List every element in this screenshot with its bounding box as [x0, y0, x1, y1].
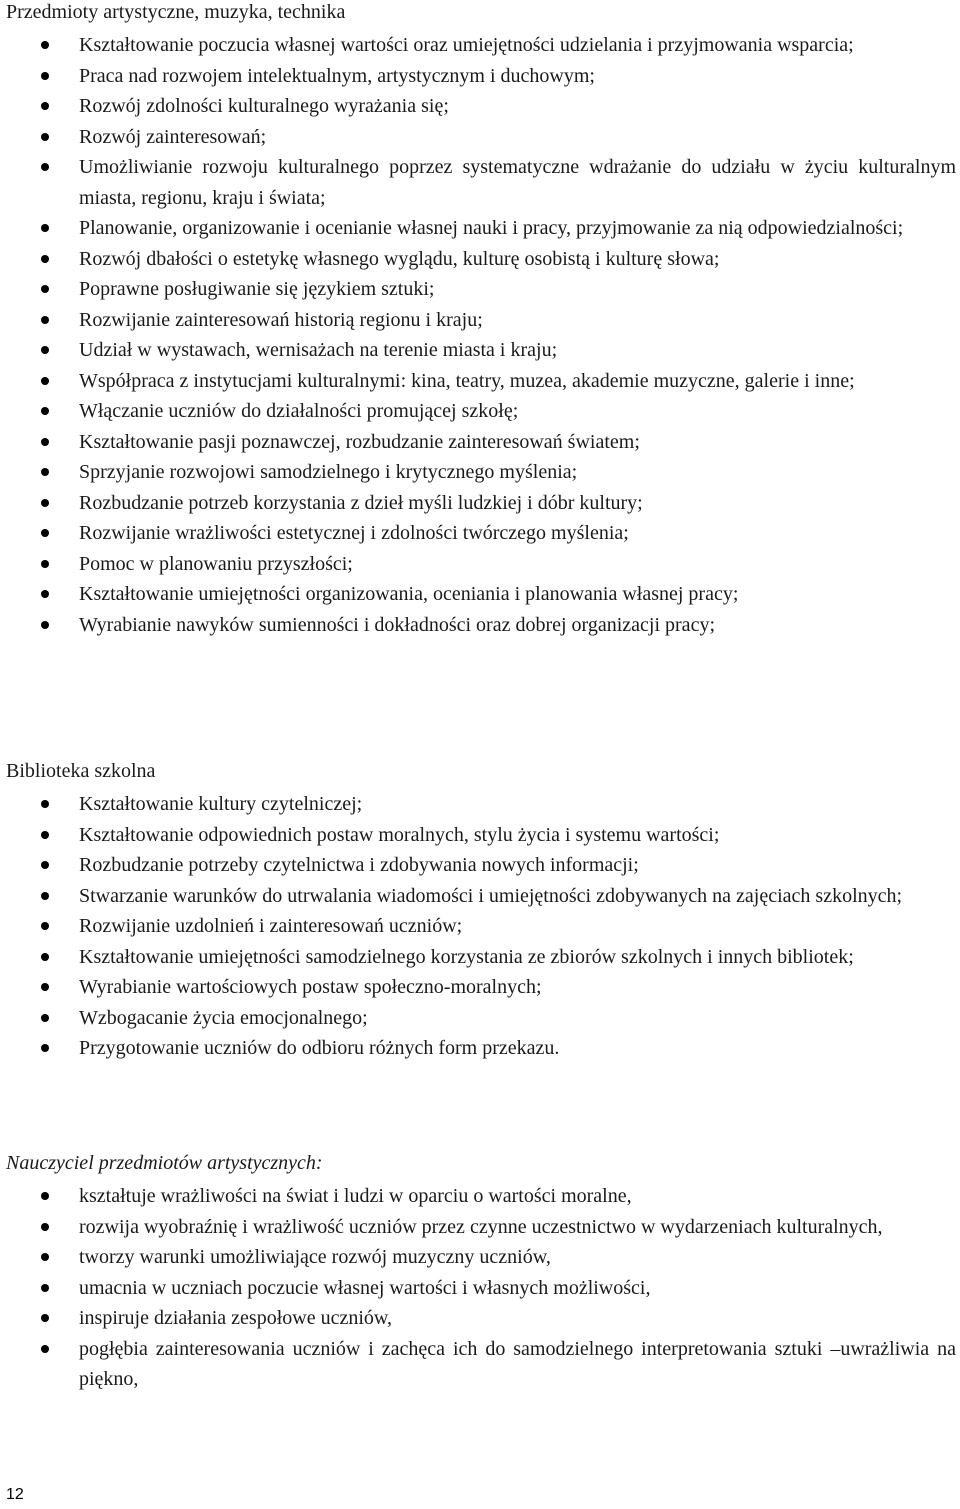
list-item — [6, 30, 956, 61]
list-item — [6, 820, 956, 851]
bullet-icon — [41, 1314, 49, 1322]
bullet-icon — [41, 800, 49, 808]
list-item-text: rozwija wyobraźnię i wrażliwość uczniów przez czynne uczestnictwo w wydarzeniach kulturalnych, — [79, 1215, 883, 1238]
section-heading: Biblioteka szkolna — [6, 760, 156, 782]
list-item-text: Kształtowanie umiejętności samodzielnego korzystania ze zbiorów szkolnych i innych bibliotek; — [79, 945, 854, 968]
list-item-text: Kształtowanie pasji poznawczej, rozbudzanie zainteresowań światem; — [79, 430, 640, 453]
list-item — [6, 213, 956, 244]
list-item-text: Przygotowanie uczniów do odbioru różnych form przekazu. — [79, 1037, 560, 1059]
bullet-icon — [41, 560, 49, 568]
bullet-icon — [41, 1044, 49, 1052]
bullet-list — [6, 30, 956, 640]
list-item — [6, 1212, 956, 1243]
bullet-icon — [41, 953, 49, 961]
bullet-icon — [41, 1223, 49, 1231]
list-item — [6, 457, 956, 488]
list-item — [6, 122, 956, 153]
list-item — [6, 911, 956, 942]
list-item — [6, 610, 956, 641]
list-item — [6, 1242, 956, 1273]
bullet-list — [6, 1181, 956, 1395]
list-item — [6, 579, 956, 610]
list-item-text: Kształtowanie odpowiednich postaw moralnych, stylu życia i systemu wartości; — [79, 823, 720, 846]
section-heading: Przedmioty artystyczne, muzyka, technika — [6, 1, 346, 23]
bullet-icon — [41, 983, 49, 991]
section-art-subjects — [6, 0, 956, 640]
list-item-text: Współpraca z instytucjami kulturalnymi: kina, teatry, muzea, akademie muzyczne, galerie i inne; — [79, 369, 855, 392]
list-item-text: Kształtowanie umiejętności organizowania, oceniania i planowania własnej pracy; — [79, 583, 739, 605]
list-item-text: Poprawne posługiwanie się językiem sztuki; — [79, 278, 435, 300]
list-item — [6, 427, 956, 458]
list-item — [6, 1303, 956, 1334]
bullet-icon — [41, 892, 49, 900]
bullet-list — [6, 789, 956, 1064]
bullet-icon — [41, 1253, 49, 1261]
list-item — [6, 850, 956, 881]
list-item — [6, 1033, 956, 1064]
list-item-text: Udział w wystawach, wernisażach na terenie miasta i kraju; — [79, 339, 558, 361]
list-item-text: tworzy warunki umożliwiające rozwój muzyczny uczniów, — [79, 1246, 551, 1268]
section-art-teacher — [6, 1151, 956, 1395]
bullet-icon — [41, 621, 49, 629]
list-item — [6, 366, 956, 397]
list-item-text: pogłębia zainteresowania uczniów i zachęca ich do samodzielnego interpretowania sztuki –uwrażliwia na piękno, — [79, 1337, 956, 1390]
bullet-icon — [41, 316, 49, 324]
list-item-text: Kształtowanie poczucia własnej wartości oraz umiejętności udzielania i przyjmowania wsparcia; — [79, 34, 854, 56]
bullet-icon — [41, 590, 49, 598]
bullet-icon — [41, 255, 49, 263]
list-item-text: inspiruje działania zespołowe uczniów, — [79, 1307, 393, 1329]
list-item-text: Rozwój dbałości o estetykę własnego wyglądu, kulturę osobistą i kulturę słowa; — [79, 247, 720, 270]
list-item-text: Wyrabianie nawyków sumienności i dokładności oraz dobrej organizacji pracy; — [79, 613, 715, 636]
list-item — [6, 396, 956, 427]
bullet-icon — [41, 922, 49, 930]
bullet-icon — [41, 438, 49, 446]
list-item-text: Rozwój zainteresowań; — [79, 125, 267, 148]
list-item-text: Kształtowanie kultury czytelniczej; — [79, 793, 363, 815]
bullet-icon — [41, 1284, 49, 1292]
list-item — [6, 488, 956, 519]
bullet-icon — [41, 133, 49, 141]
list-item-text: Wzbogacanie życia emocjonalnego; — [79, 1006, 368, 1029]
list-item-text: Pomoc w planowaniu przyszłości; — [79, 552, 353, 575]
list-item — [6, 244, 956, 275]
list-item — [6, 1003, 956, 1034]
bullet-icon — [41, 831, 49, 839]
list-item-text: Stwarzanie warunków do utrwalania wiadomości i umiejętności zdobywanych na zajęciach szkolnych; — [79, 884, 903, 907]
list-item — [6, 789, 956, 820]
list-item-text: Praca nad rozwojem intelektualnym, artystycznym i duchowym; — [79, 64, 595, 87]
bullet-icon — [41, 72, 49, 80]
list-item-text: Planowanie, organizowanie i ocenianie własnej nauki i pracy, przyjmowanie za nią odpowiedzialności; — [79, 217, 904, 239]
list-item-text: Rozbudzanie potrzeby czytelnictwa i zdobywania nowych informacji; — [79, 854, 639, 876]
list-item — [6, 91, 956, 122]
bullet-icon — [41, 499, 49, 507]
list-item — [6, 274, 956, 305]
list-item — [6, 1273, 956, 1304]
list-item — [6, 972, 956, 1003]
list-item-text: Rozbudzanie potrzeb korzystania z dzieł myśli ludzkiej i dóbr kultury; — [79, 491, 643, 514]
bullet-icon — [41, 1192, 49, 1200]
bullet-icon — [41, 285, 49, 293]
bullet-icon — [41, 1014, 49, 1022]
list-item — [6, 942, 956, 973]
list-item — [6, 61, 956, 92]
list-item — [6, 518, 956, 549]
bullet-icon — [41, 346, 49, 354]
list-item-text: Sprzyjanie rozwojowi samodzielnego i krytycznego myślenia; — [79, 461, 578, 483]
page-number: 12 — [6, 1486, 24, 1503]
list-item-text: Wyrabianie wartościowych postaw społeczno-moralnych; — [79, 976, 542, 998]
list-item — [6, 1334, 956, 1395]
list-item-text: Rozwijanie wrażliwości estetycznej i zdolności twórczego myślenia; — [79, 522, 629, 544]
bullet-icon — [41, 102, 49, 110]
section-school-library — [6, 759, 956, 1064]
list-item — [6, 305, 956, 336]
list-item — [6, 881, 956, 912]
bullet-icon — [41, 377, 49, 385]
bullet-icon — [41, 861, 49, 869]
list-item-text: Rozwój zdolności kulturalnego wyrażania się; — [79, 95, 449, 117]
section-heading: Nauczyciel przedmiotów artystycznych: — [6, 1152, 323, 1174]
bullet-icon — [41, 468, 49, 476]
bullet-icon — [41, 41, 49, 49]
list-item — [6, 1181, 956, 1212]
list-item-text: Włączanie uczniów do działalności promującej szkołę; — [79, 400, 519, 422]
list-item — [6, 549, 956, 580]
list-item — [6, 152, 956, 213]
bullet-icon — [41, 529, 49, 537]
bullet-icon — [41, 224, 49, 232]
bullet-icon — [41, 163, 49, 171]
list-item-text: Rozwijanie uzdolnień i zainteresowań uczniów; — [79, 915, 463, 937]
list-item — [6, 335, 956, 366]
bullet-icon — [41, 407, 49, 415]
bullet-icon — [41, 1345, 49, 1353]
list-item-text: umacnia w uczniach poczucie własnej wartości i własnych możliwości, — [79, 1276, 651, 1299]
list-item-text: Rozwijanie zainteresowań historią regionu i kraju; — [79, 308, 483, 331]
list-item-text: kształtuje wrażliwości na świat i ludzi w oparciu o wartości moralne, — [79, 1185, 632, 1207]
list-item-text: Umożliwianie rozwoju kulturalnego poprzez systematyczne wdrażanie do udziału w życiu kulturalnym miasta, regionu, kraju i świata; — [79, 156, 956, 209]
